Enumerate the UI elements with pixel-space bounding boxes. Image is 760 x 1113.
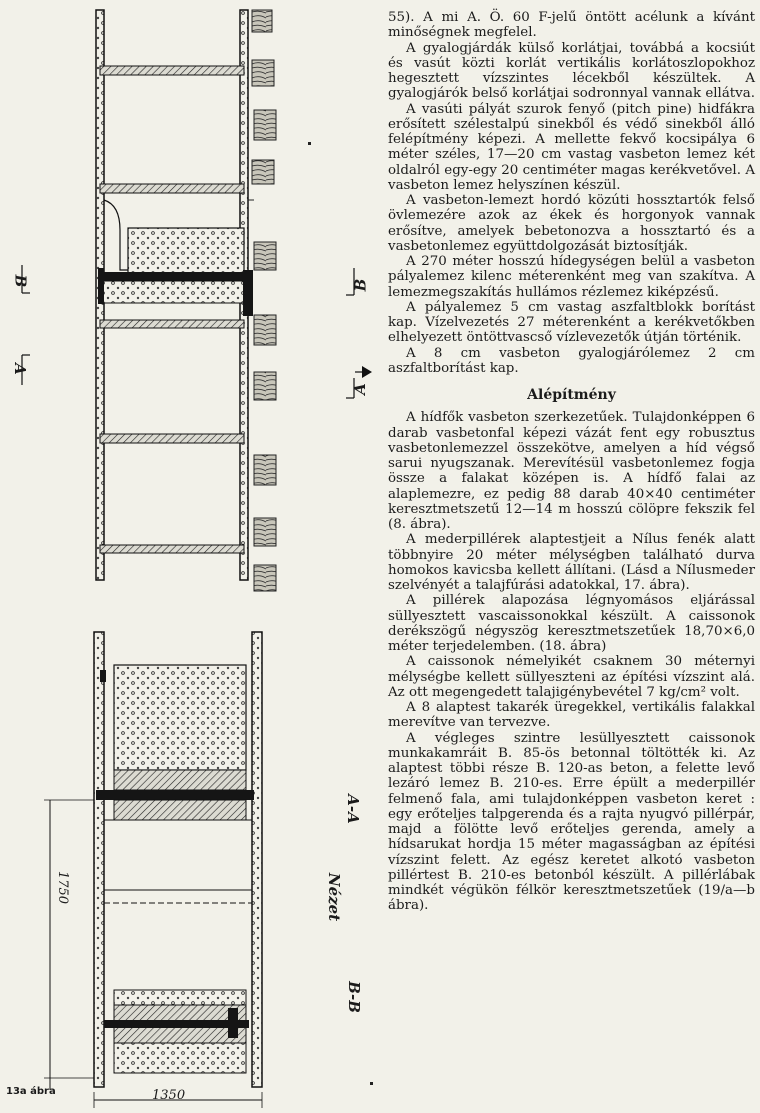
paragraph: A végleges szintre lesüllyesztett caissonok munkakamráit B. 85-ös betonnal töltötték ki. Az alaptest többi része B. 120-as beton, a felette levő lezáró lemez B. 210-es. Erre épült a mederpillér felmenő fala, ami tulajdonképpen vasbeton keret : egy erőteljes talpgerenda és a rajta nyugvó pillérpár, majd a fölötte levő erőteljes gerenda, amely a hídsarukat hordja 15 méter magasságban az építési vízszint felett. Az egész keretet alkotó vasbeton pillértest B. 210-es betonból készült. A pillérlábak mindkét végükön félkör keresztmetszetűek (19/a—b ábra).	[388, 730, 755, 914]
paragraph: A vasúti pályát szurok fenyő (pitch pine) hidfákra erősített szélestalpú sinekből és védő sinekből álló felépítmény képezi. A mellette fekvő kocsipálya 6 méter széles, 17—20 cm vastag vasbeton lemez két oldalról egy-egy 20 centiméter magas kerékvetővel. A vasbeton lemez helyszínen készül.	[388, 101, 755, 193]
central-slab	[128, 228, 244, 273]
section-label-a-top: A	[10, 363, 29, 375]
paragraph: A caissonok némelyikét csaknem 30 méternyi mélységbe kellett süllyeszteni az építési vízszint alá. Az ott megengedett talajigénybevétel 7 kg/cm² volt.	[388, 654, 755, 700]
paragraph: A vasbeton-lemezt hordó közúti hossztartók felső övlemezére azok az ékek és horgonyok vannak erősítve, amelyek bebetonozva a hossztartó és a vasbetonlemez együttdolgozását biztosítják.	[388, 193, 755, 254]
section-heading: Alépítmény	[527, 387, 616, 403]
plan-view	[22, 10, 372, 591]
paragraph: A 8 cm vasbeton gyalogjárólemez 2 cm aszfaltborítást kap.	[388, 345, 755, 376]
paragraph: A pályalemez 5 cm vastag aszfaltblokk borítást kap. Vízelvezetés 27 méterenként a kerékvetőkben elhelyezett öntöttvascső vízlevezetők útján történik.	[388, 299, 755, 346]
view-label-aa: A-A	[343, 794, 362, 824]
figure-caption: 13a ábra	[6, 1086, 56, 1097]
view-label-nezet: Nézet	[325, 872, 344, 922]
paragraph: A hídfők vasbeton szerkezetűek. Tulajdonképpen 6 darab vasbetonfal képezi vázát fent egy robusztus vasbetonlemezzel összekötve, amelyen a híd végső sarui nyugszanak. Merevítésül vasbetonlemez fogja össze a falakat középen is. A hídfő falai az alaplemezre, ez pedig 88 darab 40×40 centiméter keresztmetszetű 12—14 m hosszú cölöpre fekszik fel (8. ábra).	[388, 410, 755, 532]
cross-beams	[100, 66, 244, 553]
section-label-b-mid: B	[351, 278, 370, 292]
paragraph: A 270 méter hosszú hídegységen belül a vasbeton pályalemez kilenc méterenként meg van szakítva. A lemezmegszakítás hullámos rézlemez kiképzésű.	[388, 254, 755, 300]
column-right	[252, 632, 262, 1087]
article-text	[388, 10, 755, 914]
section-label-b-top: B	[11, 274, 30, 288]
paragraph: A mederpillérek alaptestjeit a Nílus fenék alatt többnyire 20 méter mélységben található durva homokos kavicsba kellett állítani. (Lásd a Nílusmeder szelvényét a talajfúrási adatokkal, 17. ábra).	[388, 532, 755, 593]
bearing-beam	[100, 272, 248, 281]
dimension-width: 1350	[152, 1088, 186, 1103]
view-label-bb: B-B	[344, 981, 363, 1013]
column-left	[94, 632, 104, 1087]
dimension-height: 1750	[55, 870, 71, 905]
paragraph: 55). A mi A. Ö. 60 F-jelű öntött acélunk a kívánt minőségnek megfelel.	[388, 10, 755, 41]
paragraph: A pillérek alapozása légnyomásos eljárással süllyesztett vascaissonokkal készült. A caissonok derékszögű négyszög keresztmetszetűek 18,70×6,0 méter terjedelemben. (18. ábra)	[388, 593, 755, 654]
section-view	[44, 632, 373, 1108]
paragraph: A gyalogjárdák külső korlátjai, továbbá a kocsiút és vasút közti korlát vertikális korlátoszlopokhoz hegesztett vízszintes lécekből készültek. A gyalogjárók belső korlátjai sodronnyal vannak ellátva.	[388, 40, 755, 102]
paragraph: A 8 alaptest takarék üregekkel, vertikális falakkal merevítve van tervezve.	[388, 700, 755, 731]
section-label-a-mid: A	[350, 383, 369, 395]
